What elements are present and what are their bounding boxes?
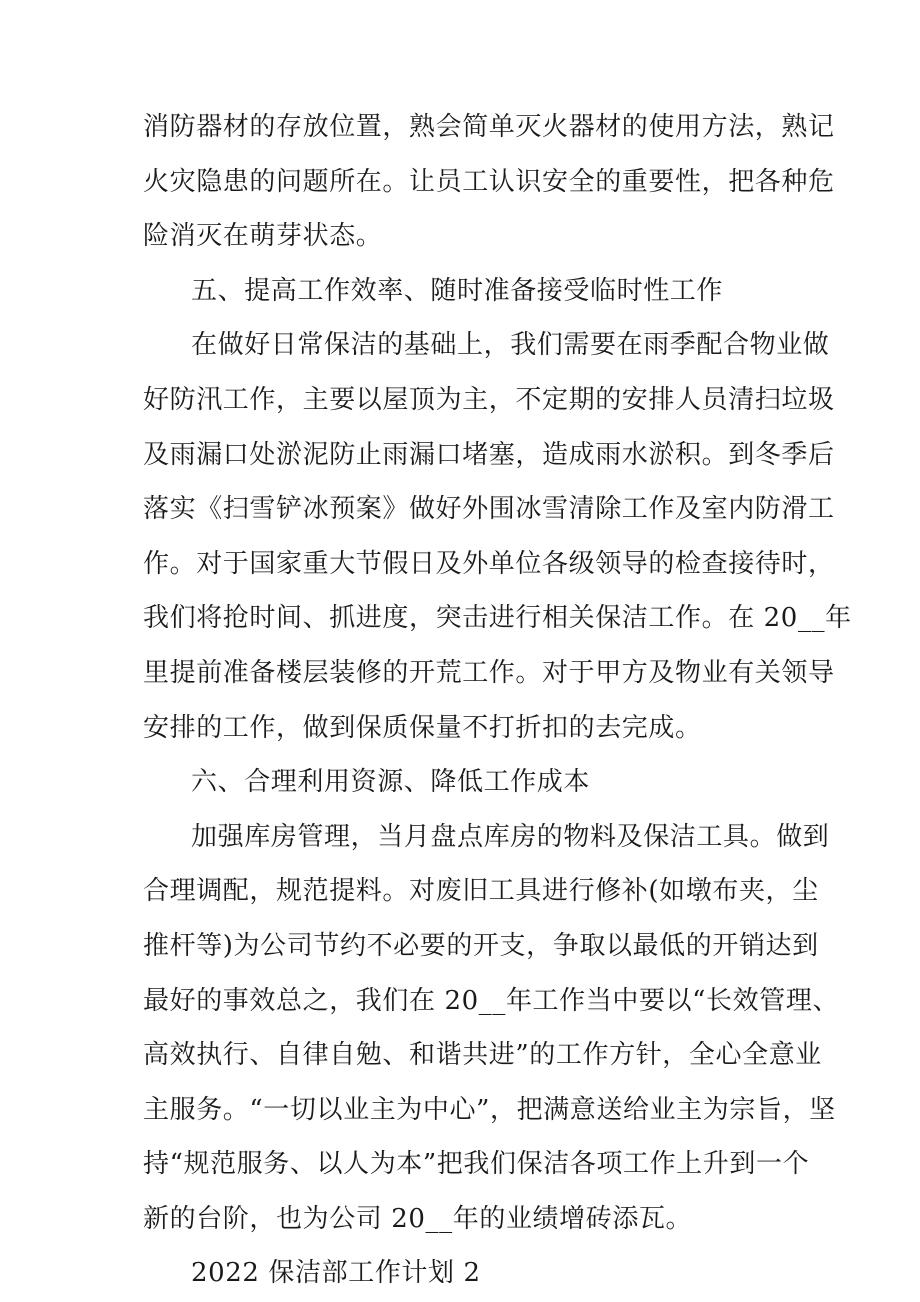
text-line-19: 主服务。“一切以业主为中心”，把满意送给业主为宗旨，坚: [143, 1094, 836, 1125]
text-line-5: 在做好日常保洁的基础上，我们需要在雨季配合物业做: [191, 330, 830, 361]
text-line-8: 落实《扫雪铲冰预案》做好外围冰雪清除工作及室内防滑工: [143, 494, 835, 525]
text-line-2: 火灾隐患的问题所在。让员工认识安全的重要性，把各种危: [143, 166, 835, 197]
text-line-6: 好防汛工作，主要以屋顶为主，不定期的安排人员清扫垃圾: [143, 384, 835, 415]
document-body: [143, 100, 852, 1301]
text-line-1: 消防器材的存放位置，熟会简单灭火器材的使用方法，熟记: [143, 112, 835, 142]
text-line-20: 持“规范服务、以人为本”把我们保洁各项工作上升到一个: [143, 1149, 810, 1180]
text-line-9: 作。对于国家重大节假日及外单位各级领导的检查接待时，: [143, 548, 835, 579]
text-line-15: 合理调配，规范提料。对废旧工具进行修补(如墩布夹，尘: [143, 876, 819, 907]
section-heading-5: 五、提高工作效率、随时准备接受临时性工作: [191, 275, 724, 306]
text-line-16: 推杆等)为公司节约不必要的开支，争取以最低的开销达到: [143, 930, 819, 961]
text-line-11: 里提前准备楼层装修的开荒工作。对于甲方及物业有关领导: [143, 657, 835, 688]
text-line-12: 安排的工作，做到保质保量不打折扣的去完成。: [143, 712, 702, 743]
text-line-21: 新的台阶，也为公司 20__年的业绩增砖添瓦。: [143, 1203, 693, 1234]
text-line-7: 及雨漏口处淤泥防止雨漏口堵塞，造成雨水淤积。到冬季后: [143, 439, 835, 470]
text-line-14: 加强库房管理，当月盘点库房的物料及保洁工具。做到: [191, 821, 830, 852]
text-line-17: 最好的事效总之，我们在 20__年工作当中要以“长效管理、: [143, 985, 840, 1016]
document-title-2: 2022 保洁部工作计划 2: [191, 1258, 481, 1289]
text-line-10: 我们将抢时间、抓进度，突击进行相关保洁工作。在 20__年: [143, 603, 852, 634]
section-heading-6: 六、合理利用资源、降低工作成本: [191, 767, 591, 798]
text-line-3: 险消灭在萌芽状态。: [143, 221, 383, 252]
text-line-18: 高效执行、自律自勉、和谐共进”的工作方针，全心全意业: [143, 1040, 822, 1071]
